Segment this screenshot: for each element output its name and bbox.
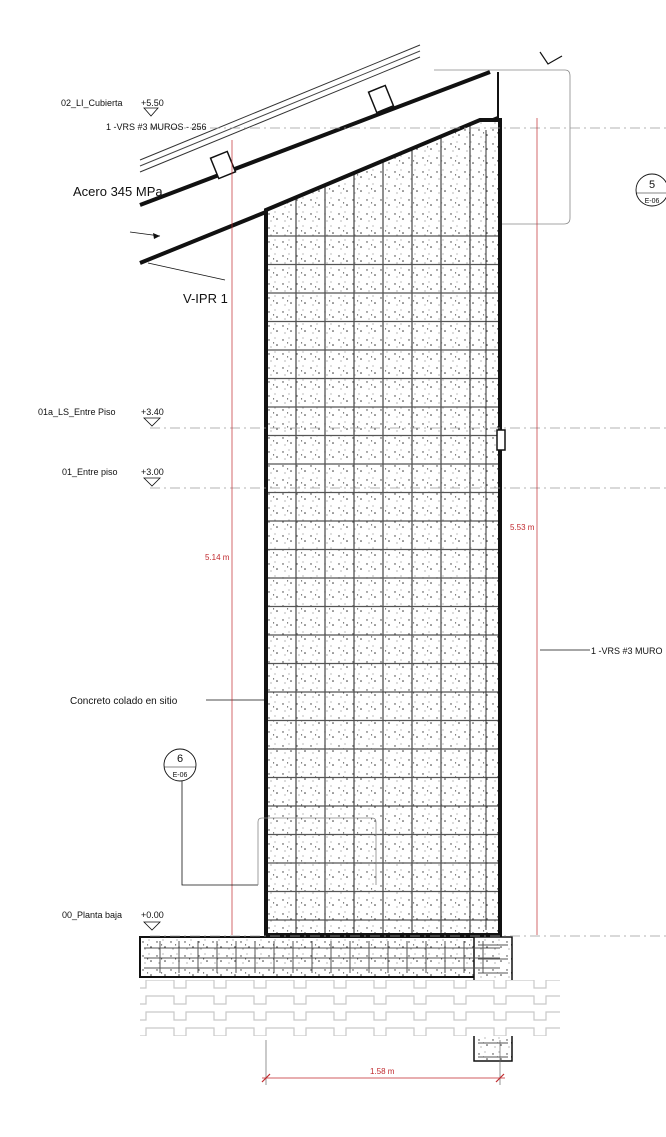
level-elevation: +3.00 [141, 467, 164, 477]
concrete-wall [266, 110, 505, 935]
section-callout-5[interactable] [636, 174, 666, 206]
level-marker-entre-piso-ls [38, 407, 164, 426]
svg-text:5.53 m: 5.53 m [510, 523, 535, 532]
note-rebar-right [540, 646, 663, 656]
dimension-left-height [205, 140, 232, 935]
note-rebar-top [106, 122, 207, 132]
level-marker-entre-piso [62, 467, 164, 486]
level-name: 01a_LS_Entre Piso [38, 407, 116, 417]
dimension-base-width [262, 1040, 505, 1085]
svg-text:1 -VRS #3 MURO: 1 -VRS #3 MURO [591, 646, 663, 656]
footing [140, 937, 560, 1061]
level-name: 01_Entre piso [62, 467, 118, 477]
level-elevation: +3.40 [141, 407, 164, 417]
svg-text:Acero 345 MPa: Acero 345 MPa [73, 184, 163, 199]
svg-text:E-06: E-06 [644, 198, 660, 205]
svg-text:6: 6 [176, 753, 184, 765]
svg-text:Concreto colado en sitio: Concreto colado en sitio [70, 696, 178, 707]
svg-text:5.14 m: 5.14 m [205, 553, 230, 562]
svg-text:1 -VRS #3 MUROS - 256: 1 -VRS #3 MUROS - 256 [106, 122, 207, 132]
level-name: 02_LI_Cubierta [61, 98, 123, 108]
level-name: 00_Planta baja [62, 910, 123, 920]
level-marker-cubierta [61, 98, 164, 116]
level-elevation: +5.50 [141, 98, 164, 108]
svg-text:5: 5 [648, 179, 656, 191]
dimension-right-height [510, 118, 537, 935]
level-marker-planta-baja [62, 910, 164, 930]
svg-text:1.58 m: 1.58 m [370, 1067, 395, 1076]
svg-text:V-IPR 1: V-IPR 1 [183, 291, 228, 306]
note-beam [148, 263, 228, 306]
level-elevation: +0.00 [141, 910, 164, 920]
svg-text:E-06: E-06 [172, 772, 188, 779]
note-steel [73, 184, 163, 239]
note-concrete [70, 696, 266, 707]
